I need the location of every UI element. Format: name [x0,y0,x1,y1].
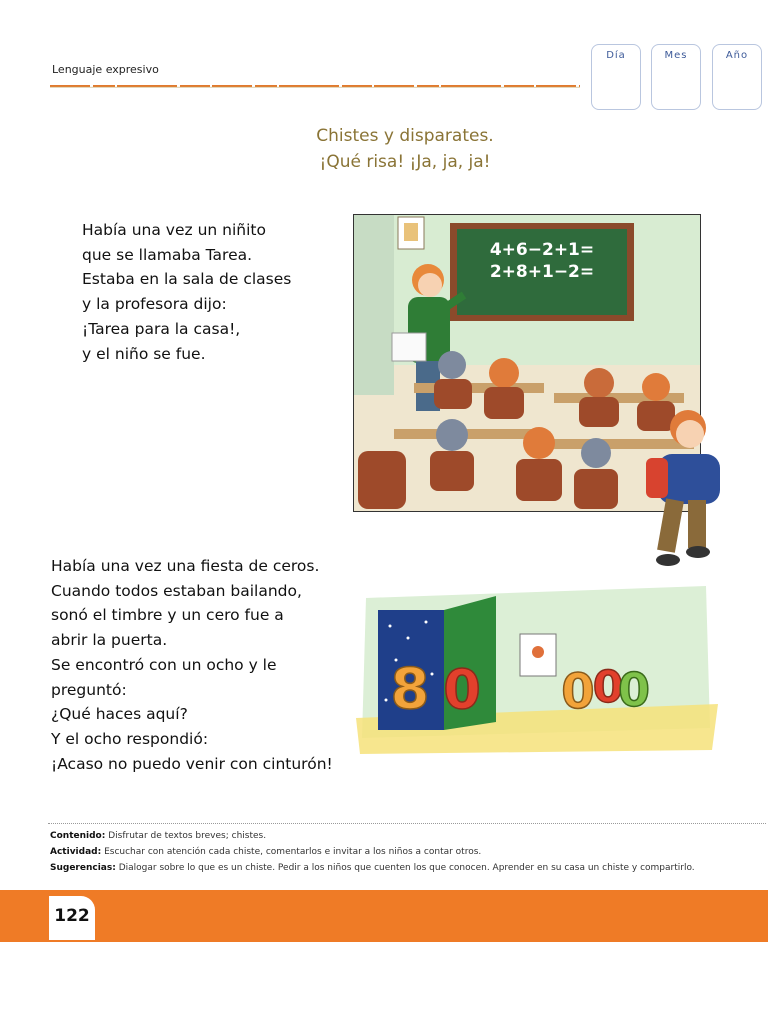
boy-leaving-figure [636,404,734,574]
note-label: Contenido: [50,831,106,841]
month-label: Mes [664,50,688,61]
blackboard-line-2: 2+8+1−2= [489,262,595,282]
joke-2-line: Cuando todos estaban bailando, [51,581,302,600]
joke-2-line: Había una vez una fiesta de ceros. [51,557,320,575]
joke-1-text [82,218,291,366]
footer-bar [0,890,768,942]
joke-2-line: ¿Qué haces aquí? [51,705,188,724]
joke-2-line: Se encontró con un ocho y le [51,655,277,674]
note-text: Escuchar con atención cada chiste, comentarlos e invitar a los niños a contar otros. [104,847,482,857]
year-label: Año [725,50,749,61]
zero-character: 0 [592,662,624,713]
page-number: 122 [54,906,90,926]
header-divider [50,84,580,88]
joke-1-line: Había una vez un niñito [82,221,266,239]
month-box[interactable] [651,44,701,110]
note-text: Dialogar sobre lo que es un chiste. Pedir a los niños que cuenten los que conocen. Aprender en su casa un chiste y compartirlo. [118,863,695,873]
joke-2-line: Y el ocho respondió: [51,729,209,748]
eight-character: 8 [390,657,430,722]
note-label: Sugerencias: [50,863,116,873]
joke-2-line: ¡Acaso no puedo venir con cinturón! [51,754,333,773]
joke-1-line: que se llamaba Tarea. [82,245,253,264]
blackboard-line-1: 4+6−2+1= [489,240,595,260]
joke-1-line: Estaba en la sala de clases [82,270,292,289]
zero-character: 0 [561,664,595,720]
joke-1-line: y la profesora dijo: [82,295,227,314]
blackboard [450,223,634,321]
section-label: Lenguaje expresivo [52,63,159,76]
zero-character: 0 [617,663,651,717]
zero-character: 0 [443,658,481,721]
notes-divider [48,823,766,824]
note-sugerencias [50,863,695,873]
title-line-1: Chistes y disparates. [316,126,494,146]
joke-1-line: ¡Tarea para la casa!, [82,319,241,338]
joke-2-line: preguntó: [51,680,127,699]
joke-2-text [51,554,333,776]
joke-2-line: abrir la puerta. [51,631,168,650]
zeros-party-illustration [356,578,718,754]
note-label: Actividad: [50,847,102,857]
day-label: Día [606,50,626,61]
note-actividad [50,847,481,857]
joke-2-line: sonó el timbre y un cero fue a [51,606,284,625]
joke-1-line: y el niño se fue. [82,344,206,363]
title-line-2: ¡Qué risa! ¡Ja, ja, ja! [319,152,491,172]
year-box[interactable] [712,44,762,110]
note-contenido [50,831,266,841]
note-text: Disfrutar de textos breves; chistes. [108,831,267,841]
day-box[interactable] [591,44,641,110]
